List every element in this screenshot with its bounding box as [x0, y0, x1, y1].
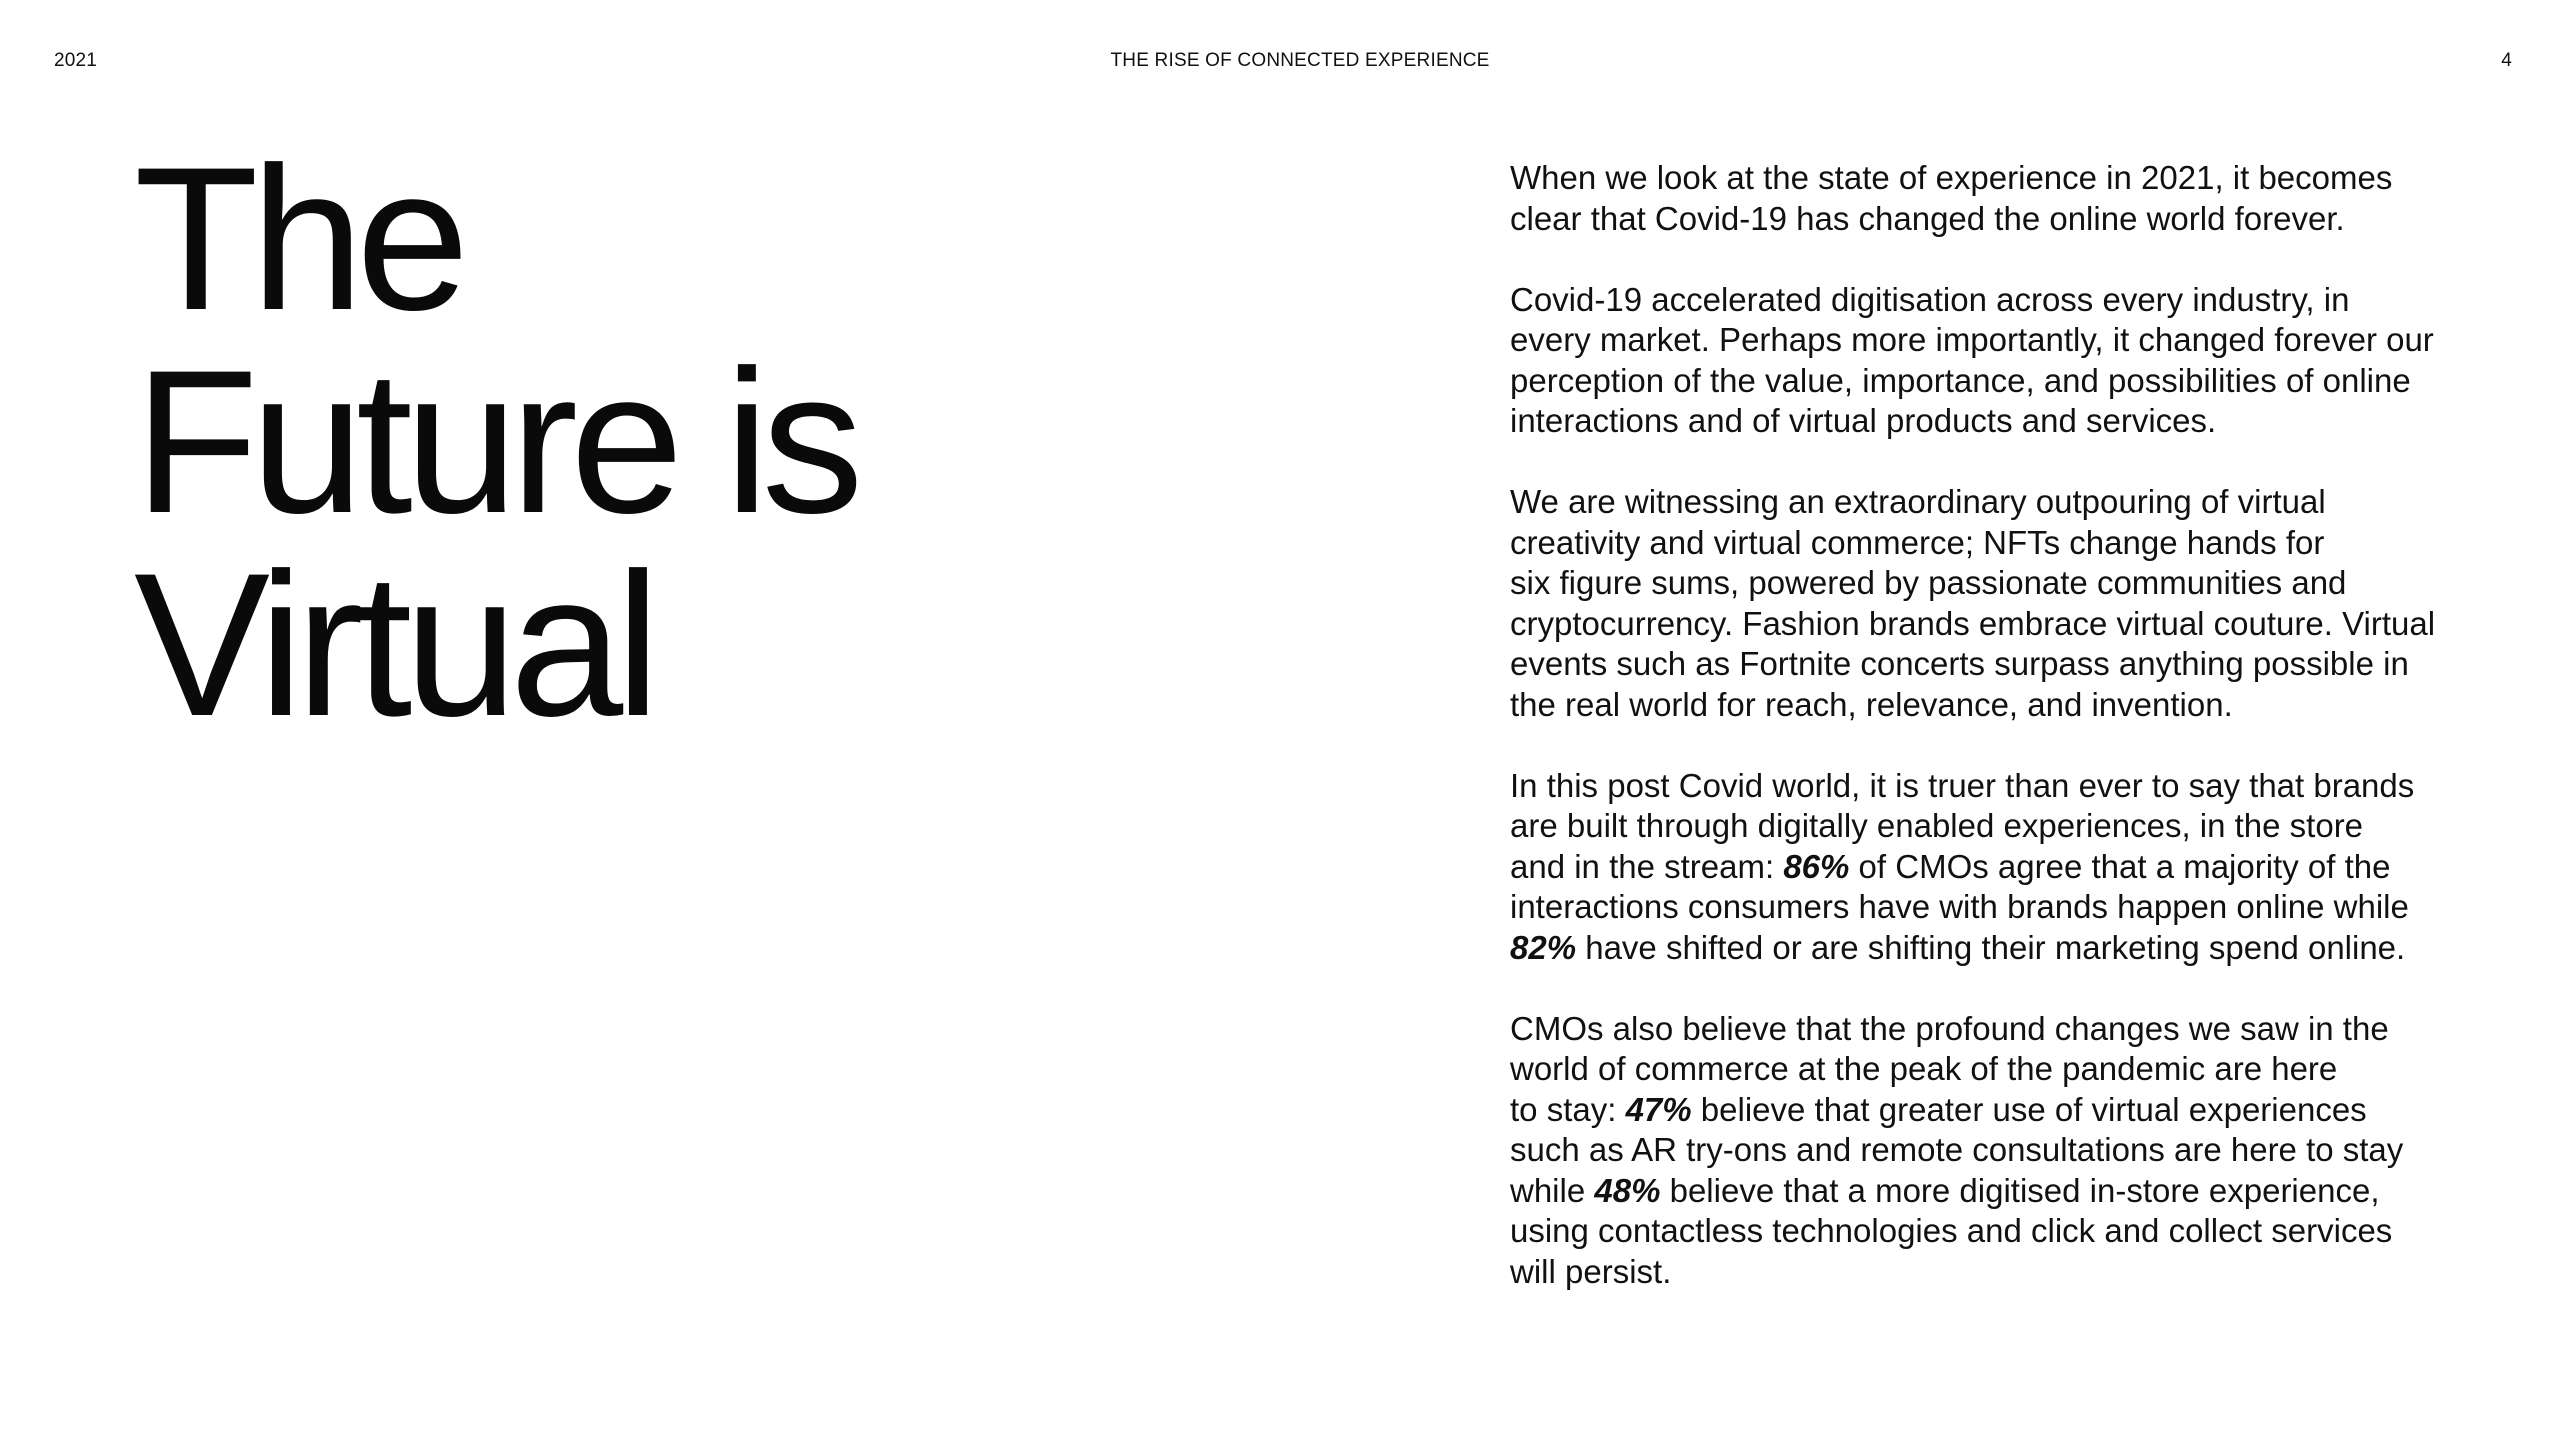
text-line: In this post Covid world, it is truer than ever to say that brands	[1510, 766, 2415, 804]
text-line: the real world for reach, relevance, and invention.	[1510, 685, 2233, 723]
text-line: are built through digitally enabled experiences, in the store	[1510, 807, 2364, 844]
text-line: We are witnessing an extraordinary outpouring of virtual	[1510, 483, 2326, 520]
text-line: interactions and of virtual products and services.	[1510, 402, 2217, 439]
header-title: THE RISE OF CONNECTED EXPERIENCE	[1110, 50, 1490, 71]
text-line: cryptocurrency. Fashion brands embrace virtual couture. Virtual	[1510, 604, 2436, 642]
text-line: Covid-19 accelerated digitisation across every industry, in	[1510, 280, 2350, 318]
text-line	[1510, 847, 2440, 888]
text-line: When we look at the state of experience in 2021, it becomes	[1510, 159, 2393, 196]
text-segment: to stay:	[1510, 1090, 1626, 1128]
paragraph-3	[1510, 482, 2440, 725]
text-segment: of CMOs agree that a majority of the	[1849, 847, 2391, 885]
body-copy	[1510, 158, 2440, 1333]
text-line: world of commerce at the peak of the pandemic are here	[1510, 1050, 2338, 1087]
text-line: events such as Fortnite concerts surpass anything possible in	[1510, 645, 2409, 682]
paragraph-2	[1510, 280, 2440, 442]
text-line: perception of the value, importance, and possibilities of online	[1510, 361, 2411, 399]
header-year: 2021	[54, 50, 98, 71]
text-line	[1510, 1090, 2440, 1131]
text-line: creativity and virtual commerce; NFTs change hands for	[1510, 523, 2325, 561]
text-line: CMOs also believe that the profound changes we saw in the	[1510, 1009, 2389, 1047]
text-line: such as AR try-ons and remote consultations are here to stay	[1510, 1131, 2404, 1168]
text-segment: while	[1510, 1171, 1595, 1209]
text-line	[1510, 1171, 2440, 1212]
stat-47-percent: 47%	[1625, 1090, 1692, 1128]
paragraph-4	[1510, 766, 2440, 969]
text-line: six figure sums, powered by passionate communities and	[1510, 564, 2347, 601]
text-line: using contactless technologies and click and collect services	[1510, 1212, 2393, 1249]
headline-line-2: Future is	[134, 328, 856, 556]
text-line: interactions consumers have with brands happen online while	[1510, 888, 2409, 925]
text-segment: believe that greater use of virtual experiences	[1691, 1090, 2367, 1128]
page-number: 4	[2501, 50, 2512, 71]
text-line: clear that Covid-19 has changed the online world forever.	[1510, 199, 2345, 237]
stat-86-percent: 86%	[1783, 847, 1850, 885]
paragraph-5	[1510, 1009, 2440, 1293]
paragraph-1	[1510, 158, 2440, 239]
text-segment: believe that a more digitised in-store experience,	[1660, 1171, 2380, 1209]
headline-line-3: Virtual	[134, 531, 653, 759]
headline-line-1: The	[134, 125, 462, 353]
text-segment: and in the stream:	[1510, 847, 1784, 885]
text-line	[1510, 928, 2440, 969]
stat-48-percent: 48%	[1594, 1171, 1661, 1209]
text-line: will persist.	[1510, 1252, 1672, 1290]
page-headline	[134, 125, 856, 759]
text-segment: have shifted or are shifting their marketing spend online.	[1576, 928, 2406, 966]
text-line: every market. Perhaps more importantly, it changed forever our	[1510, 321, 2434, 358]
stat-82-percent: 82%	[1510, 928, 1577, 966]
